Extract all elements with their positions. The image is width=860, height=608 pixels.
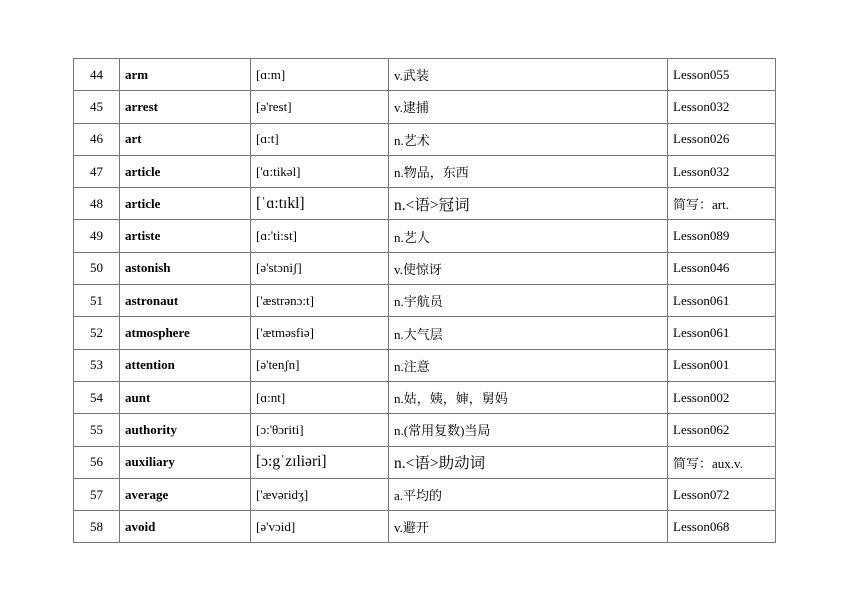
entry-word: avoid bbox=[120, 511, 251, 543]
entry-number: 47 bbox=[74, 155, 120, 187]
table-row bbox=[74, 317, 776, 349]
entry-phonetic: [ɔ:gˈzɪliəri] bbox=[251, 446, 389, 478]
entry-lesson: Lesson061 bbox=[668, 285, 776, 317]
table-row bbox=[74, 478, 776, 510]
table-row bbox=[74, 155, 776, 187]
entry-phonetic: ['ɑ:tikəl] bbox=[251, 155, 389, 187]
entry-word: art bbox=[120, 123, 251, 155]
entry-phonetic: [ə'stɔniʃ] bbox=[251, 252, 389, 284]
entry-word: atmosphere bbox=[120, 317, 251, 349]
entry-meaning: n.物品，东西 bbox=[389, 155, 668, 187]
entry-phonetic: [ə'vɔid] bbox=[251, 511, 389, 543]
entry-meaning: n.艺术 bbox=[389, 123, 668, 155]
entry-phonetic: [ə'rest] bbox=[251, 91, 389, 123]
entry-number: 57 bbox=[74, 478, 120, 510]
table-row bbox=[74, 188, 776, 220]
entry-lesson: Lesson032 bbox=[668, 155, 776, 187]
table-row bbox=[74, 220, 776, 252]
table-row bbox=[74, 446, 776, 478]
entry-lesson: Lesson072 bbox=[668, 478, 776, 510]
entry-lesson: 简写：aux.v. bbox=[668, 446, 776, 478]
entry-lesson: Lesson002 bbox=[668, 381, 776, 413]
entry-number: 54 bbox=[74, 381, 120, 413]
entry-phonetic: [ɔ:'θɔriti] bbox=[251, 414, 389, 446]
entry-number: 58 bbox=[74, 511, 120, 543]
entry-phonetic: ['æstrənɔ:t] bbox=[251, 285, 389, 317]
vocabulary-table bbox=[73, 58, 776, 543]
entry-lesson: 简写：art. bbox=[668, 188, 776, 220]
entry-lesson: Lesson026 bbox=[668, 123, 776, 155]
entry-meaning: v.武装 bbox=[389, 59, 668, 91]
entry-number: 48 bbox=[74, 188, 120, 220]
entry-meaning: n.大气层 bbox=[389, 317, 668, 349]
entry-meaning: a.平均的 bbox=[389, 478, 668, 510]
entry-lesson: Lesson089 bbox=[668, 220, 776, 252]
entry-lesson: Lesson061 bbox=[668, 317, 776, 349]
entry-meaning: v.使惊讶 bbox=[389, 252, 668, 284]
entry-number: 52 bbox=[74, 317, 120, 349]
entry-meaning: n.<语>冠词 bbox=[389, 188, 668, 220]
entry-phonetic: [ɑ:m] bbox=[251, 59, 389, 91]
entry-phonetic: [ɑ:t] bbox=[251, 123, 389, 155]
entry-number: 45 bbox=[74, 91, 120, 123]
table-row bbox=[74, 252, 776, 284]
entry-word: arrest bbox=[120, 91, 251, 123]
vocabulary-table-body bbox=[74, 59, 776, 543]
entry-phonetic: [ɑ:nt] bbox=[251, 381, 389, 413]
entry-word: aunt bbox=[120, 381, 251, 413]
table-row bbox=[74, 91, 776, 123]
entry-phonetic: ['ævəridʒ] bbox=[251, 478, 389, 510]
entry-meaning: n.姑，姨，婶，舅妈 bbox=[389, 381, 668, 413]
entry-word: average bbox=[120, 478, 251, 510]
entry-word: article bbox=[120, 155, 251, 187]
entry-word: auxiliary bbox=[120, 446, 251, 478]
entry-meaning: v.逮捕 bbox=[389, 91, 668, 123]
entry-lesson: Lesson062 bbox=[668, 414, 776, 446]
entry-number: 46 bbox=[74, 123, 120, 155]
table-row bbox=[74, 123, 776, 155]
table-row bbox=[74, 414, 776, 446]
entry-phonetic: [ɑ:'ti:st] bbox=[251, 220, 389, 252]
entry-lesson: Lesson032 bbox=[668, 91, 776, 123]
entry-word: article bbox=[120, 188, 251, 220]
entry-meaning: n.艺人 bbox=[389, 220, 668, 252]
entry-word: authority bbox=[120, 414, 251, 446]
entry-lesson: Lesson068 bbox=[668, 511, 776, 543]
table-row bbox=[74, 511, 776, 543]
table-row bbox=[74, 381, 776, 413]
entry-phonetic: [ə'tenʃn] bbox=[251, 349, 389, 381]
table-row bbox=[74, 59, 776, 91]
entry-number: 49 bbox=[74, 220, 120, 252]
entry-meaning: n.注意 bbox=[389, 349, 668, 381]
entry-word: astronaut bbox=[120, 285, 251, 317]
entry-meaning: n.(常用复数)当局 bbox=[389, 414, 668, 446]
entry-number: 56 bbox=[74, 446, 120, 478]
entry-phonetic: ['ætməsfiə] bbox=[251, 317, 389, 349]
entry-lesson: Lesson046 bbox=[668, 252, 776, 284]
entry-lesson: Lesson001 bbox=[668, 349, 776, 381]
table-row bbox=[74, 349, 776, 381]
entry-meaning: n.宇航员 bbox=[389, 285, 668, 317]
entry-word: arm bbox=[120, 59, 251, 91]
entry-meaning: n.<语>助动词 bbox=[389, 446, 668, 478]
entry-word: attention bbox=[120, 349, 251, 381]
entry-word: astonish bbox=[120, 252, 251, 284]
entry-number: 44 bbox=[74, 59, 120, 91]
entry-number: 51 bbox=[74, 285, 120, 317]
entry-phonetic: [ˈɑ:tɪkl] bbox=[251, 188, 389, 220]
table-row bbox=[74, 285, 776, 317]
entry-number: 55 bbox=[74, 414, 120, 446]
entry-word: artiste bbox=[120, 220, 251, 252]
entry-number: 50 bbox=[74, 252, 120, 284]
entry-meaning: v.避开 bbox=[389, 511, 668, 543]
entry-number: 53 bbox=[74, 349, 120, 381]
entry-lesson: Lesson055 bbox=[668, 59, 776, 91]
